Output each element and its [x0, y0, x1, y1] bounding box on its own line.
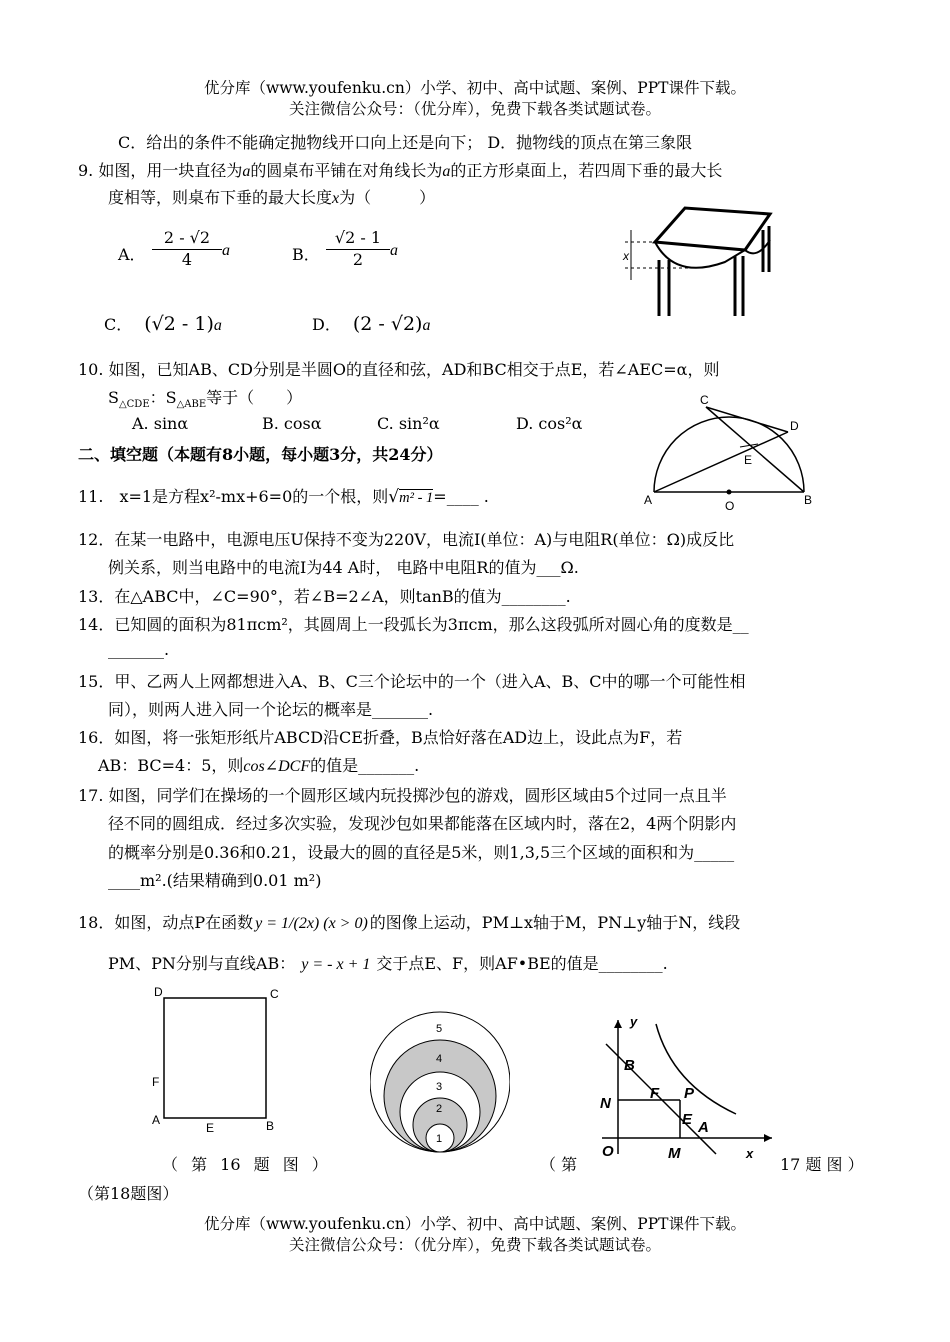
q10-label-O: O: [725, 499, 735, 513]
q8-options-cd: C．给出的条件不能确定抛物线开口向上还是向下； D．抛物线的顶点在第三象限: [118, 133, 693, 152]
fig18-label-O: O: [602, 1143, 614, 1160]
fig16-label-F: F: [152, 1075, 160, 1089]
fig17-label-4: 4: [436, 1053, 443, 1065]
q9-option-d: D． (2 - √2)a: [312, 313, 431, 335]
q15-line-2: 同），则两人进入同一个论坛的概率是_______.: [108, 700, 434, 719]
footer-line-2: 关注微信公众号：（优分库），免费下载各类试题试卷。: [288, 1236, 661, 1254]
q10-option-b: B. cosα: [262, 414, 322, 433]
q9-option-c: C． (√2 - 1)a: [104, 313, 222, 335]
header-line-1: 优分库（www.youfenku.cn）小学、初中、高中试题、案例、PPT课件下载。: [203, 79, 747, 97]
section-2-title: 二、填空题（本题有8小题，每小题3分，共24分）: [78, 445, 443, 464]
fig17-label-3: 3: [436, 1081, 443, 1093]
fig18-graph: [596, 1014, 776, 1164]
footer-line-1: 优分库（www.youfenku.cn）小学、初中、高中试题、案例、PPT课件下载。: [203, 1215, 747, 1233]
caption-fig16: （ 第 16 题 图 ）: [162, 1155, 328, 1174]
fig17-label-2: 2: [436, 1103, 443, 1115]
q12-line-1: 12．在某一电路中，电源电压U保持不变为220V，电流I(单位：A)与电阻R(单位：Ω)成反比: [78, 530, 735, 549]
fig18-label-F: F: [650, 1085, 660, 1102]
q13: 13．在△ABC中，∠C=90°，若∠B=2∠A，则tanB的值为________.: [78, 587, 571, 606]
q15-line-1: 15．甲、乙两人上网都想进入A、B、C三个论坛中的一个（进入A、B、C中的哪一个可能性相: [78, 672, 746, 691]
q10-option-d: D. cos²α: [516, 414, 583, 433]
fig18-label-E: E: [682, 1111, 693, 1128]
fig16-label-A: A: [152, 1113, 161, 1127]
caption-fig17-left: （ 第: [540, 1155, 578, 1174]
q16-line-2: AB：BC=4：5，则cos∠DCF的值是_______.: [98, 756, 420, 775]
fig16-rectangle: [140, 982, 300, 1132]
q12-line-2: 例关系，则当电路中的电流I为44 A时， 电路中电阻R的值为___Ω.: [108, 558, 579, 577]
q9-figure-x-label: x: [623, 249, 629, 263]
q10-semicircle-figure: [640, 386, 820, 516]
fig18-label-N: N: [600, 1095, 611, 1112]
q17-line-1: 17. 如图，同学们在操场的一个圆形区域内玩投掷沙包的游戏，圆形区域由5个过同一点且半: [78, 786, 727, 805]
fig16-label-D: D: [154, 985, 163, 999]
q18-line-1: 18．如图，动点P在函数 y = 1/(2x) (x > 0) 的图像上运动，PM⊥x轴于M，PN⊥y轴于N，线段: [78, 913, 741, 932]
fig18-label-y: y: [630, 1014, 638, 1029]
q10-label-E: E: [744, 453, 753, 467]
fig18-label-x: x: [746, 1146, 754, 1161]
fig18-label-B: B: [624, 1057, 635, 1074]
fig16-label-C: C: [270, 987, 279, 1001]
q17-line-4: ____m².(结果精确到0.01 m²): [108, 871, 322, 890]
q16-line-1: 16．如图，将一张矩形纸片ABCD沿CE折叠，B点恰好落在AD边上，设此点为F，若: [78, 728, 683, 747]
fig18-label-M: M: [668, 1145, 681, 1162]
q10-label-A: A: [644, 493, 653, 507]
fig18-label-A: A: [698, 1119, 709, 1136]
q17-line-3: 的概率分别是0.36和0.21，设最大的圆的直径是5米，则1,3,5三个区域的面积和为_____: [108, 843, 735, 862]
q10-option-a: A. sinα: [132, 414, 189, 433]
q9-line-2: 度相等，则桌布下垂的最大长度x为（ ）: [108, 188, 436, 207]
q9-option-a: A．: [118, 245, 146, 264]
q10-label-D: D: [790, 419, 799, 433]
q10-label-B: B: [804, 493, 813, 507]
q9-option-b-var: a: [390, 242, 398, 259]
fig16-label-B: B: [266, 1119, 275, 1132]
q10-line-1: 10. 如图，已知AB、CD分别是半圆O的直径和弦，AD和BC相交于点E，若∠AEC=α，则: [78, 360, 720, 379]
q9-line-1: 9. 如图，用一块直径为a的圆桌布平铺在对角线长为a的正方形桌面上，若四周下垂的最大长: [78, 161, 723, 180]
q17-line-2: 径不同的圆组成．经过多次实验，发现沙包如果都能落在区域内时，落在2，4两个阴影内: [108, 814, 737, 833]
q9-table-figure: [615, 200, 775, 320]
q10-option-c: C. sin²α: [377, 414, 440, 433]
q9-option-a-fraction: 2 - √2 4: [152, 228, 222, 269]
q14-line-2: _______.: [108, 640, 170, 659]
header-line-2: 关注微信公众号：（优分库），免费下载各类试题试卷。: [288, 100, 661, 118]
fig17-label-5: 5: [436, 1023, 443, 1035]
fig17-circles: [370, 1004, 510, 1156]
fig18-label-P: P: [684, 1085, 695, 1102]
q14-line-1: 14．已知圆的面积为81πcm²，其圆周上一段弧长为3πcm，那么这段弧所对圆心角的度数是__: [78, 615, 749, 634]
caption-fig18: （第18题图）: [78, 1184, 179, 1203]
q10-label-C: C: [700, 393, 709, 407]
q18-line-2: PM、PN分别与直线AB： y = - x + 1 交于点E、F，则AF•BE的值是________.: [108, 954, 668, 973]
q11: 11. x=1是方程x²-mx+6=0的一个根，则√m² - 1=____ .: [78, 487, 489, 507]
fig16-label-E: E: [206, 1121, 215, 1132]
q10-line-2: $S_{\triangle CDE}$：$S_{\triangle ABE}$等于（ ）: [108, 388, 303, 411]
caption-fig17-right: 17 题 图 ）: [780, 1155, 864, 1174]
fig17-label-1: 1: [436, 1133, 443, 1145]
q9-option-a-var: a: [222, 242, 230, 259]
q9-option-b: B．: [292, 245, 320, 264]
q9-option-b-fraction: √2 - 1 2: [326, 228, 390, 269]
